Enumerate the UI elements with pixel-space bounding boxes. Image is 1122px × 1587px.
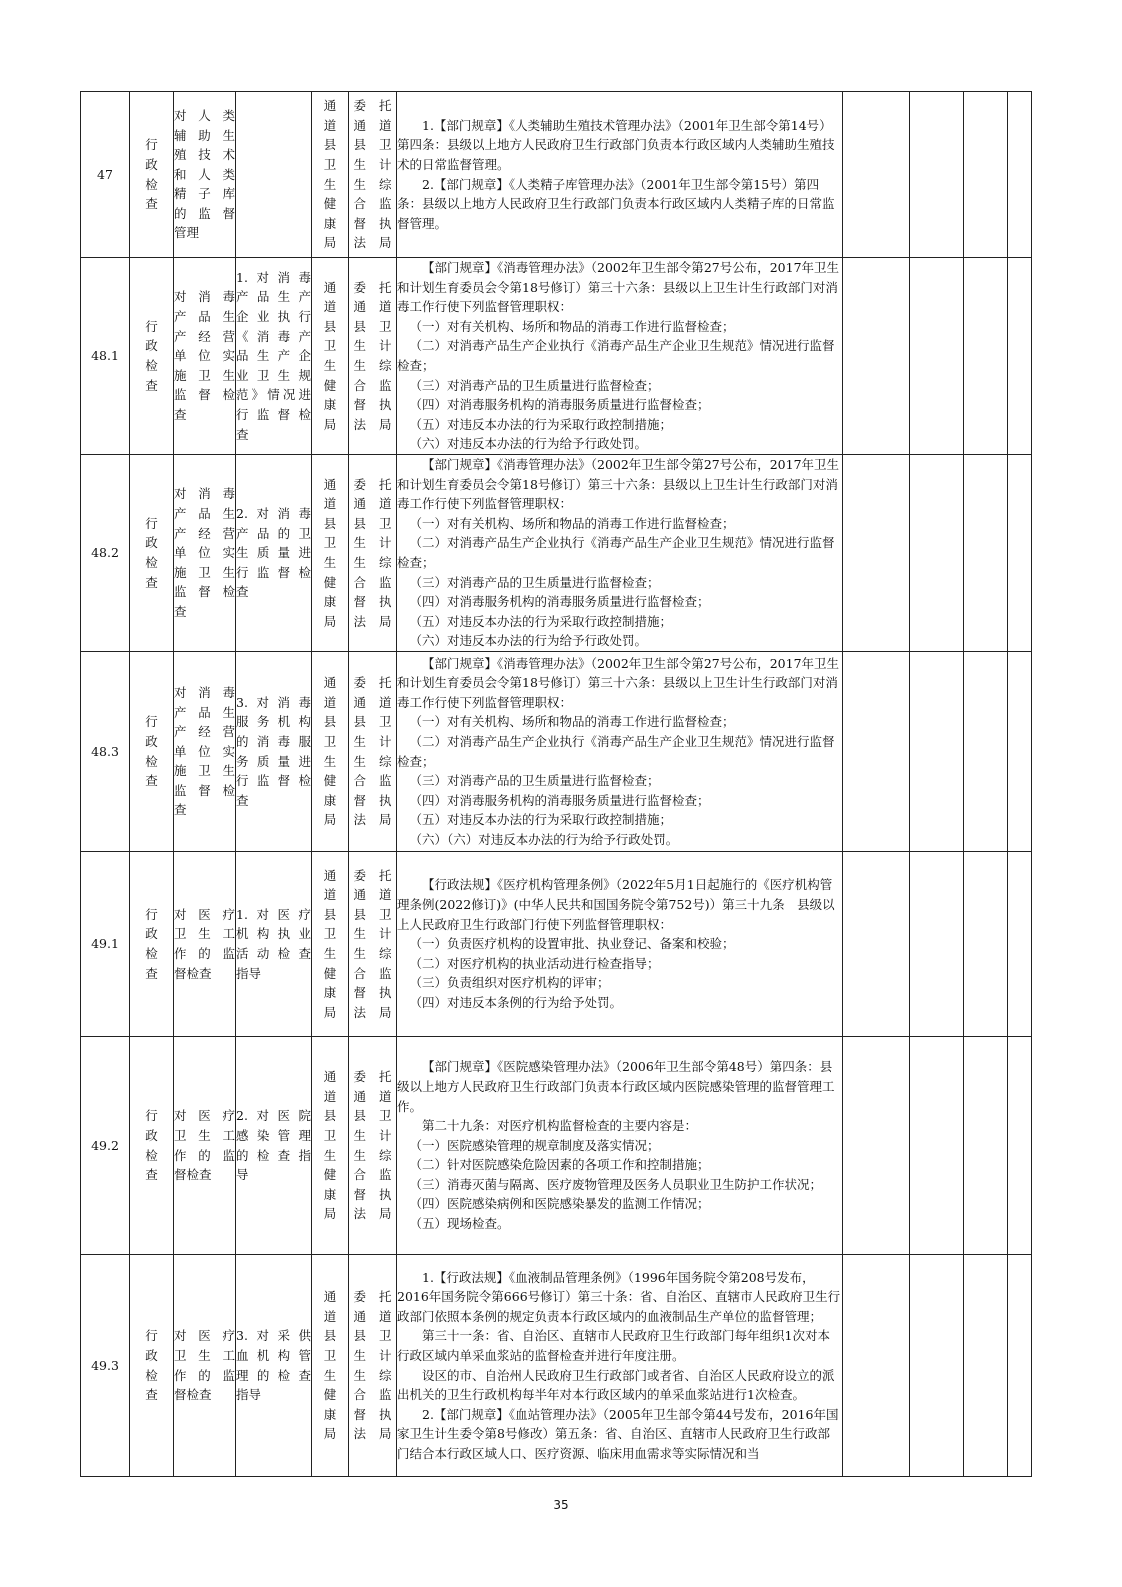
empty-cell [1008,92,1032,258]
basis-paragraph: 1.【行政法规】《血液制品管理条例》（1996年国务院令第208号发布，2016年国务院令第666号修订）第三十条：省、自治区、直辖市人民政府卫生行政部门依照本条例的规定负责本行政区域内的血液制品生产单位的监督管理； [397,1269,841,1324]
empty-cell [1008,852,1032,1037]
basis-paragraph: （四）对违反本条例的行为给予处罚。 [409,994,623,1010]
basis-paragraph: （一）对有关机构、场所和物品的消毒工作进行监督检查； [409,515,735,531]
empty-cell [910,1255,964,1477]
item-number: 48.3 [81,652,130,852]
entrusted-agency: 委托 通道 县卫 生计 生综 合监 督执 法局 [349,852,397,1037]
basis-paragraph: 【部门规章】《医院感染管理办法》（2006年卫生部令第48号）第四条：县级以上地方人民政府卫生行政部门负责本行政区域内医院感染管理的监督管理工作。 [397,1059,835,1114]
basis-paragraph: 【部门规章】《消毒管理办法》（2002年卫生部令第27号公布，2017年卫生和计划生育委员会令第18号修订）第三十六条：县级以上卫生计生行政部门对消毒工作行使下列监督管理职权： [397,457,840,512]
item-number: 49.1 [81,852,130,1037]
basis-paragraph: （五）现场检查。 [409,1216,510,1232]
basis-paragraph: （二）对消毒产品生产企业执行《消毒产品生产企业卫生规范》情况进行监督检查； [397,338,835,373]
implementing-agency: 通 道 县 卫 生 健 康 局 [312,258,349,455]
authority-table [80,91,1032,1477]
table-row [81,258,1032,455]
power-type: 行 政 检 查 [130,92,174,258]
implementing-agency: 通 道 县 卫 生 健 康 局 [312,852,349,1037]
sub-item-name: 1.对医疗 机构执业 活动检查 指导 [236,852,312,1037]
basis-paragraph: 2.【部门规章】《血站管理办法》（2005年卫生部令第44号发布，2016年国家卫生计生委令第8号修改）第五条：省、自治区、直辖市人民政府卫生行政部门结合本行政区域人口、医疗资源、临床用血需求等实际情况和当 [397,1406,839,1461]
basis-paragraph: （二）针对医院感染危险因素的各项工作和控制措施； [409,1157,710,1173]
sub-item-name: 3.对采供 血机构管 理的检查 指导 [236,1255,312,1477]
basis-paragraph: （五）对违反本办法的行为采取行政控制措施； [409,613,673,629]
page-number: 35 [553,1498,569,1512]
empty-cell [964,258,1008,455]
power-type: 行 政 检 查 [130,1255,174,1477]
basis-paragraph: （四）医院感染病例和医院感染暴发的监测工作情况； [409,1196,710,1212]
entrusted-agency: 委托 通道 县卫 生计 生综 合监 督执 法局 [349,1037,397,1255]
item-number: 47 [81,92,130,258]
empty-cell [843,1037,910,1255]
empty-cell [964,1255,1008,1477]
empty-cell [843,1255,910,1477]
item-name: 对医疗 卫生工 作的监 督检查 [174,1255,236,1477]
basis-paragraph: 【部门规章】《消毒管理办法》（2002年卫生部令第27号公布，2017年卫生和计划生育委员会令第18号修订）第三十六条：县级以上卫生计生行政部门对消毒工作行使下列监督管理职权： [397,655,840,710]
empty-cell [910,652,964,852]
entrusted-agency: 委托 通道 县卫 生计 生综 合监 督执 法局 [349,1255,397,1477]
basis-paragraph: （三）负责组织对医疗机构的评审； [409,975,610,991]
basis-paragraph: （三）消毒灭菌与隔离、医疗废物管理及医务人员职业卫生防护工作状况； [409,1176,823,1192]
basis-paragraph: （一）医院感染管理的规章制度及落实情况； [409,1137,660,1153]
basis-paragraph: 2.【部门规章】《人类精子库管理办法》（2001年卫生部令第15号）第四条：县级以上地方人民政府卫生行政部门负责本行政区域内人类精子库的日常监督管理。 [397,176,835,231]
empty-cell [1008,1037,1032,1255]
table-row [81,852,1032,1037]
empty-cell [964,652,1008,852]
basis-paragraph: （二）对消毒产品生产企业执行《消毒产品生产企业卫生规范》情况进行监督检查； [397,733,835,769]
item-name: 对消毒 产品生 产经营 单位实 施卫生 监督检 查 [174,258,236,455]
basis-paragraph: 【行政法规】《医疗机构管理条例》（2022年5月1日起施行的《医疗机构管理条例(2022修订)》(中华人民共和国国务院令第752号)）第三十九条 县级以上人民政府卫生行政部门行使下列监督管理职权： [397,877,835,932]
empty-cell [910,92,964,258]
empty-cell [910,1037,964,1255]
sub-item-name [236,92,312,258]
basis-paragraph: （四）对消毒服务机构的消毒服务质量进行监督检查； [409,594,710,610]
basis-paragraph: 第二十九条：对医疗机构监督检查的主要内容是： [422,1118,698,1134]
entrusted-agency: 委托 通道 县卫 生计 生综 合监 督执 法局 [349,258,397,455]
item-name: 对消毒 产品生 产经营 单位实 施卫生 监督检 查 [174,652,236,852]
table-row [81,455,1032,652]
empty-cell [964,455,1008,652]
empty-cell [843,258,910,455]
implementing-agency: 通 道 县 卫 生 健 康 局 [312,1037,349,1255]
legal-basis [397,1037,843,1255]
empty-cell [964,1037,1008,1255]
empty-cell [843,455,910,652]
basis-paragraph: （四）对消毒服务机构的消毒服务质量进行监督检查； [409,792,710,808]
power-type: 行 政 检 查 [130,1037,174,1255]
implementing-agency: 通 道 县 卫 生 健 康 局 [312,1255,349,1477]
empty-cell [910,455,964,652]
power-type: 行 政 检 查 [130,455,174,652]
basis-paragraph: 第三十一条：省、自治区、直辖市人民政府卫生行政部门每年组织1次对本行政区域内单采血浆站的监督检查并进行年度注册。 [397,1328,830,1363]
empty-cell [964,92,1008,258]
empty-cell [843,652,910,852]
entrusted-agency: 委托 通道 县卫 生计 生综 合监 督执 法局 [349,92,397,258]
item-name: 对医疗 卫生工 作的监 督检查 [174,1037,236,1255]
basis-paragraph: 1.【部门规章】《人类辅助生殖技术管理办法》（2001年卫生部令第14号）第四条：县级以上地方人民政府卫生行政部门负责本行政区域内人类辅助生殖技术的日常监督管理。 [397,117,835,172]
implementing-agency: 通 道 县 卫 生 健 康 局 [312,455,349,652]
item-name: 对消毒 产品生 产经营 单位实 施卫生 监督检 查 [174,455,236,652]
basis-paragraph: 设区的市、自治州人民政府卫生行政部门或者省、自治区人民政府设立的派出机关的卫生行政机构每半年对本行政区域内的单采血浆站进行1次检查。 [397,1367,835,1403]
power-type: 行 政 检 查 [130,652,174,852]
legal-basis [397,455,843,652]
item-name: 对医疗 卫生工 作的监 督检查 [174,852,236,1037]
item-number: 48.2 [81,455,130,652]
basis-paragraph: （三）对消毒产品的卫生质量进行监督检查； [409,377,660,393]
empty-cell [910,258,964,455]
item-number: 49.2 [81,1037,130,1255]
basis-paragraph: （六）对违反本办法的行为给予行政处罚。 [409,436,648,452]
entrusted-agency: 委托 通道 县卫 生计 生综 合监 督执 法局 [349,455,397,652]
empty-cell [843,852,910,1037]
item-name: 对人类 辅助生 殖技术 和人类 精子库 的监督 管理 [174,92,236,258]
legal-basis [397,258,843,455]
basis-paragraph: （二）对消毒产品生产企业执行《消毒产品生产企业卫生规范》情况进行监督检查； [397,535,835,570]
basis-paragraph: （六）对违反本办法的行为给予行政处罚。 [409,633,648,649]
implementing-agency: 通 道 县 卫 生 健 康 局 [312,652,349,852]
table-row [81,92,1032,258]
table-row [81,1037,1032,1255]
basis-paragraph: （五）对违反本办法的行为采取行政控制措施； [409,812,673,828]
basis-paragraph: （二）对医疗机构的执业活动进行检查指导； [409,955,660,971]
power-type: 行 政 检 查 [130,258,174,455]
basis-paragraph: （一）对有关机构、场所和物品的消毒工作进行监督检查； [409,318,735,334]
basis-paragraph: （五）对违反本办法的行为采取行政控制措施； [409,416,673,432]
basis-paragraph: （四）对消毒服务机构的消毒服务质量进行监督检查； [409,397,710,413]
sub-item-name: 1.对消毒 产品生产 企业执行 《消毒产 品生产企 业卫生规 范》情况进 行监督检 查 [236,258,312,455]
empty-cell [1008,1255,1032,1477]
item-number: 48.1 [81,258,130,455]
legal-basis [397,852,843,1037]
basis-paragraph: （一）负责医疗机构的设置审批、执业登记、备案和校验； [409,936,735,952]
empty-cell [1008,652,1032,852]
table-row [81,1255,1032,1477]
legal-basis [397,1255,843,1477]
basis-paragraph: 【部门规章】《消毒管理办法》（2002年卫生部令第27号公布，2017年卫生和计划生育委员会令第18号修订）第三十六条：县级以上卫生计生行政部门对消毒工作行使下列监督管理职权： [397,260,840,315]
empty-cell [910,852,964,1037]
basis-paragraph: （三）对消毒产品的卫生质量进行监督检查； [409,773,660,789]
entrusted-agency: 委托 通道 县卫 生计 生综 合监 督执 法局 [349,652,397,852]
empty-cell [1008,455,1032,652]
legal-basis [397,652,843,852]
table-row [81,652,1032,852]
sub-item-name: 2.对医院 感染管理 的检查指 导 [236,1037,312,1255]
sub-item-name: 2.对消毒 产品的卫 生质量进 行监督检 查 [236,455,312,652]
basis-paragraph: （三）对消毒产品的卫生质量进行监督检查； [409,574,660,590]
implementing-agency: 通 道 县 卫 生 健 康 局 [312,92,349,258]
sub-item-name: 3.对消毒 服务机构 的消毒服 务质量进 行监督检 查 [236,652,312,852]
basis-paragraph: （一）对有关机构、场所和物品的消毒工作进行监督检查； [409,714,735,730]
empty-cell [843,92,910,258]
legal-basis [397,92,843,258]
empty-cell [1008,258,1032,455]
empty-cell [964,852,1008,1037]
item-number: 49.3 [81,1255,130,1477]
power-type: 行 政 检 查 [130,852,174,1037]
basis-paragraph: （六）（六）对违反本办法的行为给予行政处罚。 [409,831,679,847]
